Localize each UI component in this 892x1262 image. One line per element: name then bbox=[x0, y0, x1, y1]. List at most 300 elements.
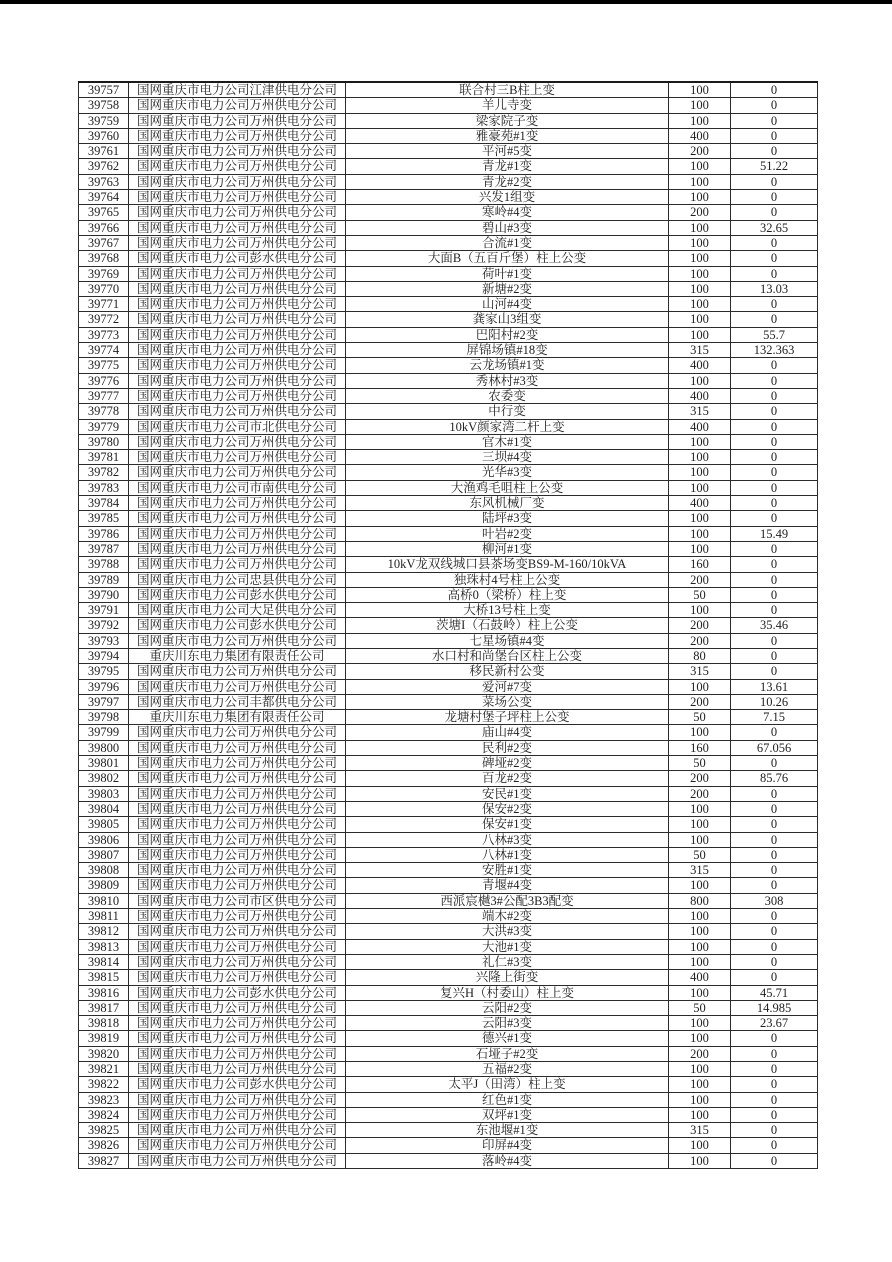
cell-value: 0 bbox=[731, 419, 818, 434]
cell-capacity: 100 bbox=[669, 878, 731, 893]
table-row bbox=[79, 174, 818, 189]
cell-station-name: 碑垭#2变 bbox=[346, 756, 669, 771]
cell-row-id: 39818 bbox=[79, 1016, 129, 1031]
table-row bbox=[79, 450, 818, 465]
cell-station-name: 光华#3变 bbox=[346, 465, 669, 480]
cell-station-name: 合流#1变 bbox=[346, 235, 669, 250]
cell-row-id: 39788 bbox=[79, 557, 129, 572]
cell-capacity: 400 bbox=[669, 128, 731, 143]
cell-company: 国网重庆市电力公司万州供电分公司 bbox=[129, 358, 346, 373]
cell-company: 国网重庆市电力公司万州供电分公司 bbox=[129, 557, 346, 572]
table-row bbox=[79, 419, 818, 434]
cell-row-id: 39797 bbox=[79, 694, 129, 709]
cell-value: 0 bbox=[731, 373, 818, 388]
table-body bbox=[79, 82, 818, 1169]
cell-capacity: 100 bbox=[669, 190, 731, 205]
cell-station-name: 雅豪苑#1变 bbox=[346, 128, 669, 143]
cell-company: 国网重庆市电力公司彭水供电分公司 bbox=[129, 618, 346, 633]
cell-station-name: 巴阳村#2变 bbox=[346, 327, 669, 342]
cell-value: 0 bbox=[731, 878, 818, 893]
cell-station-name: 复兴H（村委山）柱上变 bbox=[346, 985, 669, 1000]
cell-capacity: 200 bbox=[669, 144, 731, 159]
cell-capacity: 400 bbox=[669, 970, 731, 985]
cell-company: 国网重庆市电力公司万州供电分公司 bbox=[129, 511, 346, 526]
table-row bbox=[79, 434, 818, 449]
cell-station-name: 西派宸樾3#公配3B3配变 bbox=[346, 893, 669, 908]
cell-capacity: 100 bbox=[669, 1016, 731, 1031]
table-row bbox=[79, 557, 818, 572]
cell-capacity: 100 bbox=[669, 1062, 731, 1077]
cell-value: 0 bbox=[731, 847, 818, 862]
cell-company: 国网重庆市电力公司市区供电分公司 bbox=[129, 893, 346, 908]
cell-station-name: 云阳#2变 bbox=[346, 1000, 669, 1015]
cell-capacity: 100 bbox=[669, 266, 731, 281]
cell-capacity: 100 bbox=[669, 939, 731, 954]
cell-station-name: 印屏#4变 bbox=[346, 1138, 669, 1153]
cell-capacity: 160 bbox=[669, 557, 731, 572]
table-row bbox=[79, 511, 818, 526]
cell-value: 0 bbox=[731, 1077, 818, 1092]
cell-row-id: 39790 bbox=[79, 587, 129, 602]
cell-station-name: 龙塘村堡子坪柱上公变 bbox=[346, 710, 669, 725]
cell-company: 国网重庆市电力公司万州供电分公司 bbox=[129, 312, 346, 327]
table-row bbox=[79, 480, 818, 495]
cell-row-id: 39789 bbox=[79, 572, 129, 587]
cell-capacity: 100 bbox=[669, 1153, 731, 1168]
cell-capacity: 100 bbox=[669, 817, 731, 832]
cell-company: 重庆川东电力集团有限责任公司 bbox=[129, 648, 346, 663]
cell-row-id: 39773 bbox=[79, 327, 129, 342]
cell-station-name: 大渔鸡毛咀柱上公变 bbox=[346, 480, 669, 495]
cell-company: 国网重庆市电力公司彭水供电分公司 bbox=[129, 587, 346, 602]
table-row bbox=[79, 496, 818, 511]
cell-value: 0 bbox=[731, 404, 818, 419]
cell-station-name: 农委变 bbox=[346, 388, 669, 403]
cell-row-id: 39791 bbox=[79, 603, 129, 618]
cell-row-id: 39825 bbox=[79, 1123, 129, 1138]
table-row bbox=[79, 893, 818, 908]
cell-row-id: 39778 bbox=[79, 404, 129, 419]
cell-row-id: 39793 bbox=[79, 633, 129, 648]
cell-company: 国网重庆市电力公司万州供电分公司 bbox=[129, 664, 346, 679]
table-row bbox=[79, 98, 818, 113]
cell-row-id: 39762 bbox=[79, 159, 129, 174]
cell-value: 0 bbox=[731, 465, 818, 480]
cell-company: 国网重庆市电力公司万州供电分公司 bbox=[129, 205, 346, 220]
cell-station-name: 七星场镇#4变 bbox=[346, 633, 669, 648]
cell-value: 0 bbox=[731, 756, 818, 771]
cell-capacity: 315 bbox=[669, 863, 731, 878]
cell-row-id: 39808 bbox=[79, 863, 129, 878]
cell-company: 国网重庆市电力公司万州供电分公司 bbox=[129, 1153, 346, 1168]
cell-station-name: 保安#2变 bbox=[346, 801, 669, 816]
table-row bbox=[79, 82, 818, 98]
cell-company: 国网重庆市电力公司市北供电分公司 bbox=[129, 419, 346, 434]
cell-capacity: 100 bbox=[669, 297, 731, 312]
table-row bbox=[79, 1092, 818, 1107]
cell-capacity: 100 bbox=[669, 954, 731, 969]
table-row bbox=[79, 1031, 818, 1046]
cell-capacity: 50 bbox=[669, 1000, 731, 1015]
cell-station-name: 平河#5变 bbox=[346, 144, 669, 159]
cell-value: 51.22 bbox=[731, 159, 818, 174]
cell-value: 0 bbox=[731, 863, 818, 878]
cell-capacity: 200 bbox=[669, 572, 731, 587]
cell-capacity: 50 bbox=[669, 847, 731, 862]
cell-value: 0 bbox=[731, 786, 818, 801]
table-row bbox=[79, 1062, 818, 1077]
cell-station-name: 大桥13号柱上变 bbox=[346, 603, 669, 618]
cell-row-id: 39775 bbox=[79, 358, 129, 373]
cell-row-id: 39764 bbox=[79, 190, 129, 205]
cell-row-id: 39761 bbox=[79, 144, 129, 159]
cell-company: 国网重庆市电力公司市南供电分公司 bbox=[129, 480, 346, 495]
cell-company: 国网重庆市电力公司彭水供电分公司 bbox=[129, 985, 346, 1000]
cell-company: 国网重庆市电力公司万州供电分公司 bbox=[129, 725, 346, 740]
cell-capacity: 50 bbox=[669, 587, 731, 602]
cell-value: 0 bbox=[731, 648, 818, 663]
cell-company: 国网重庆市电力公司万州供电分公司 bbox=[129, 496, 346, 511]
cell-value: 0 bbox=[731, 587, 818, 602]
cell-value: 0 bbox=[731, 297, 818, 312]
cell-value: 308 bbox=[731, 893, 818, 908]
cell-value: 0 bbox=[731, 388, 818, 403]
cell-value: 0 bbox=[731, 128, 818, 143]
cell-capacity: 100 bbox=[669, 220, 731, 235]
cell-station-name: 百龙#2变 bbox=[346, 771, 669, 786]
table-row bbox=[79, 251, 818, 266]
table-row bbox=[79, 205, 818, 220]
cell-row-id: 39812 bbox=[79, 924, 129, 939]
cell-row-id: 39802 bbox=[79, 771, 129, 786]
cell-company: 国网重庆市电力公司万州供电分公司 bbox=[129, 878, 346, 893]
cell-capacity: 100 bbox=[669, 1092, 731, 1107]
cell-capacity: 200 bbox=[669, 633, 731, 648]
cell-row-id: 39807 bbox=[79, 847, 129, 862]
cell-row-id: 39772 bbox=[79, 312, 129, 327]
cell-value: 0 bbox=[731, 82, 818, 98]
cell-company: 国网重庆市电力公司万州供电分公司 bbox=[129, 740, 346, 755]
cell-row-id: 39821 bbox=[79, 1062, 129, 1077]
cell-company: 国网重庆市电力公司万州供电分公司 bbox=[129, 281, 346, 296]
cell-company: 国网重庆市电力公司万州供电分公司 bbox=[129, 909, 346, 924]
cell-row-id: 39809 bbox=[79, 878, 129, 893]
table-row bbox=[79, 939, 818, 954]
cell-row-id: 39826 bbox=[79, 1138, 129, 1153]
cell-row-id: 39774 bbox=[79, 343, 129, 358]
cell-company: 国网重庆市电力公司江津供电分公司 bbox=[129, 82, 346, 98]
cell-capacity: 100 bbox=[669, 832, 731, 847]
cell-company: 国网重庆市电力公司忠县供电分公司 bbox=[129, 572, 346, 587]
cell-company: 国网重庆市电力公司万州供电分公司 bbox=[129, 434, 346, 449]
table-row bbox=[79, 847, 818, 862]
cell-row-id: 39815 bbox=[79, 970, 129, 985]
table-row bbox=[79, 679, 818, 694]
cell-value: 0 bbox=[731, 801, 818, 816]
cell-capacity: 50 bbox=[669, 710, 731, 725]
cell-value: 0 bbox=[731, 541, 818, 556]
cell-row-id: 39816 bbox=[79, 985, 129, 1000]
cell-value: 0 bbox=[731, 817, 818, 832]
cell-value: 0 bbox=[731, 603, 818, 618]
table-row bbox=[79, 113, 818, 128]
cell-capacity: 100 bbox=[669, 373, 731, 388]
cell-capacity: 400 bbox=[669, 358, 731, 373]
cell-value: 0 bbox=[731, 954, 818, 969]
cell-value: 0 bbox=[731, 1046, 818, 1061]
table-row bbox=[79, 1107, 818, 1122]
cell-row-id: 39760 bbox=[79, 128, 129, 143]
cell-company: 国网重庆市电力公司万州供电分公司 bbox=[129, 786, 346, 801]
cell-station-name: 爱河#7变 bbox=[346, 679, 669, 694]
cell-capacity: 200 bbox=[669, 771, 731, 786]
cell-station-name: 五福#2变 bbox=[346, 1062, 669, 1077]
cell-row-id: 39810 bbox=[79, 893, 129, 908]
cell-value: 35.46 bbox=[731, 618, 818, 633]
cell-value: 0 bbox=[731, 725, 818, 740]
cell-value: 0 bbox=[731, 235, 818, 250]
cell-capacity: 200 bbox=[669, 786, 731, 801]
cell-company: 国网重庆市电力公司万州供电分公司 bbox=[129, 924, 346, 939]
cell-company: 国网重庆市电力公司万州供电分公司 bbox=[129, 220, 346, 235]
cell-company: 国网重庆市电力公司万州供电分公司 bbox=[129, 1092, 346, 1107]
cell-station-name: 陆坪#3变 bbox=[346, 511, 669, 526]
table-row bbox=[79, 710, 818, 725]
cell-row-id: 39801 bbox=[79, 756, 129, 771]
transformer-table bbox=[78, 81, 818, 1169]
cell-value: 0 bbox=[731, 1031, 818, 1046]
table-row bbox=[79, 572, 818, 587]
cell-value: 0 bbox=[731, 1138, 818, 1153]
cell-value: 85.76 bbox=[731, 771, 818, 786]
cell-value: 0 bbox=[731, 572, 818, 587]
cell-company: 国网重庆市电力公司万州供电分公司 bbox=[129, 144, 346, 159]
cell-capacity: 100 bbox=[669, 511, 731, 526]
table-row bbox=[79, 618, 818, 633]
cell-row-id: 39776 bbox=[79, 373, 129, 388]
cell-station-name: 太平J（田湾）柱上变 bbox=[346, 1077, 669, 1092]
cell-capacity: 100 bbox=[669, 251, 731, 266]
cell-capacity: 100 bbox=[669, 801, 731, 816]
cell-capacity: 100 bbox=[669, 603, 731, 618]
cell-station-name: 荷叶#1变 bbox=[346, 266, 669, 281]
cell-row-id: 39796 bbox=[79, 679, 129, 694]
cell-capacity: 315 bbox=[669, 343, 731, 358]
cell-station-name: 安民#1变 bbox=[346, 786, 669, 801]
cell-company: 国网重庆市电力公司万州供电分公司 bbox=[129, 1031, 346, 1046]
table-row bbox=[79, 144, 818, 159]
cell-row-id: 39819 bbox=[79, 1031, 129, 1046]
cell-capacity: 100 bbox=[669, 159, 731, 174]
cell-company: 国网重庆市电力公司万州供电分公司 bbox=[129, 465, 346, 480]
cell-value: 0 bbox=[731, 358, 818, 373]
cell-capacity: 200 bbox=[669, 618, 731, 633]
cell-row-id: 39782 bbox=[79, 465, 129, 480]
cell-company: 国网重庆市电力公司万州供电分公司 bbox=[129, 1046, 346, 1061]
cell-company: 国网重庆市电力公司万州供电分公司 bbox=[129, 404, 346, 419]
table-row bbox=[79, 1046, 818, 1061]
cell-station-name: 移民新村公变 bbox=[346, 664, 669, 679]
cell-station-name: 青龙#1变 bbox=[346, 159, 669, 174]
cell-row-id: 39783 bbox=[79, 480, 129, 495]
cell-row-id: 39759 bbox=[79, 113, 129, 128]
cell-value: 45.71 bbox=[731, 985, 818, 1000]
cell-capacity: 100 bbox=[669, 985, 731, 1000]
cell-capacity: 200 bbox=[669, 1046, 731, 1061]
cell-capacity: 315 bbox=[669, 404, 731, 419]
cell-row-id: 39780 bbox=[79, 434, 129, 449]
cell-capacity: 100 bbox=[669, 235, 731, 250]
table-row bbox=[79, 190, 818, 205]
cell-capacity: 100 bbox=[669, 312, 731, 327]
cell-station-name: 山河#4变 bbox=[346, 297, 669, 312]
cell-station-name: 德兴#1变 bbox=[346, 1031, 669, 1046]
cell-value: 0 bbox=[731, 434, 818, 449]
table-row bbox=[79, 603, 818, 618]
cell-row-id: 39765 bbox=[79, 205, 129, 220]
table-row bbox=[79, 817, 818, 832]
cell-capacity: 200 bbox=[669, 694, 731, 709]
cell-station-name: 梁家院子变 bbox=[346, 113, 669, 128]
cell-station-name: 秀林村#3变 bbox=[346, 373, 669, 388]
cell-capacity: 100 bbox=[669, 725, 731, 740]
cell-row-id: 39781 bbox=[79, 450, 129, 465]
cell-station-name: 三坝#4变 bbox=[346, 450, 669, 465]
table-row bbox=[79, 373, 818, 388]
cell-value: 0 bbox=[731, 190, 818, 205]
cell-company: 国网重庆市电力公司万州供电分公司 bbox=[129, 817, 346, 832]
cell-row-id: 39803 bbox=[79, 786, 129, 801]
cell-value: 10.26 bbox=[731, 694, 818, 709]
cell-capacity: 100 bbox=[669, 465, 731, 480]
cell-capacity: 400 bbox=[669, 496, 731, 511]
cell-row-id: 39767 bbox=[79, 235, 129, 250]
cell-row-id: 39823 bbox=[79, 1092, 129, 1107]
cell-capacity: 315 bbox=[669, 664, 731, 679]
table-row bbox=[79, 756, 818, 771]
cell-value: 0 bbox=[731, 144, 818, 159]
cell-station-name: 兴发1组变 bbox=[346, 190, 669, 205]
cell-row-id: 39769 bbox=[79, 266, 129, 281]
cell-row-id: 39794 bbox=[79, 648, 129, 663]
table-row bbox=[79, 648, 818, 663]
cell-station-name: 大面B（五百斤堡）柱上公变 bbox=[346, 251, 669, 266]
cell-company: 国网重庆市电力公司万州供电分公司 bbox=[129, 190, 346, 205]
table-row bbox=[79, 1016, 818, 1031]
cell-company: 国网重庆市电力公司万州供电分公司 bbox=[129, 832, 346, 847]
cell-company: 国网重庆市电力公司万州供电分公司 bbox=[129, 1107, 346, 1122]
cell-row-id: 39799 bbox=[79, 725, 129, 740]
cell-value: 0 bbox=[731, 480, 818, 495]
table-row bbox=[79, 266, 818, 281]
table-row bbox=[79, 970, 818, 985]
cell-row-id: 39786 bbox=[79, 526, 129, 541]
cell-company: 国网重庆市电力公司万州供电分公司 bbox=[129, 159, 346, 174]
table-row bbox=[79, 878, 818, 893]
cell-row-id: 39779 bbox=[79, 419, 129, 434]
cell-row-id: 39813 bbox=[79, 939, 129, 954]
cell-row-id: 39777 bbox=[79, 388, 129, 403]
cell-station-name: 高桥0（梁桥）柱上变 bbox=[346, 587, 669, 602]
table-row bbox=[79, 694, 818, 709]
table-row bbox=[79, 801, 818, 816]
cell-capacity: 100 bbox=[669, 1077, 731, 1092]
cell-station-name: 东池堰#1变 bbox=[346, 1123, 669, 1138]
cell-station-name: 青堰#4变 bbox=[346, 878, 669, 893]
cell-company: 国网重庆市电力公司万州供电分公司 bbox=[129, 863, 346, 878]
cell-capacity: 400 bbox=[669, 419, 731, 434]
cell-company: 国网重庆市电力公司万州供电分公司 bbox=[129, 327, 346, 342]
cell-row-id: 39811 bbox=[79, 909, 129, 924]
table-row bbox=[79, 327, 818, 342]
cell-station-name: 礼仁#3变 bbox=[346, 954, 669, 969]
table-row bbox=[79, 281, 818, 296]
cell-company: 国网重庆市电力公司万州供电分公司 bbox=[129, 954, 346, 969]
cell-value: 23.67 bbox=[731, 1016, 818, 1031]
cell-capacity: 800 bbox=[669, 893, 731, 908]
cell-station-name: 水口村和尚堡台区柱上公变 bbox=[346, 648, 669, 663]
cell-row-id: 39766 bbox=[79, 220, 129, 235]
cell-value: 0 bbox=[731, 174, 818, 189]
cell-station-name: 兴隆上街变 bbox=[346, 970, 669, 985]
cell-company: 国网重庆市电力公司彭水供电分公司 bbox=[129, 1077, 346, 1092]
cell-row-id: 39804 bbox=[79, 801, 129, 816]
cell-station-name: 寒岭#4变 bbox=[346, 205, 669, 220]
cell-company: 国网重庆市电力公司万州供电分公司 bbox=[129, 388, 346, 403]
cell-station-name: 东风机械厂变 bbox=[346, 496, 669, 511]
cell-company: 国网重庆市电力公司万州供电分公司 bbox=[129, 939, 346, 954]
cell-capacity: 100 bbox=[669, 434, 731, 449]
cell-row-id: 39758 bbox=[79, 98, 129, 113]
cell-company: 国网重庆市电力公司万州供电分公司 bbox=[129, 128, 346, 143]
cell-station-name: 大池#1变 bbox=[346, 939, 669, 954]
table-row bbox=[79, 526, 818, 541]
cell-station-name: 端木#2变 bbox=[346, 909, 669, 924]
cell-company: 国网重庆市电力公司万州供电分公司 bbox=[129, 1000, 346, 1015]
table-row bbox=[79, 312, 818, 327]
cell-company: 国网重庆市电力公司万州供电分公司 bbox=[129, 113, 346, 128]
table-row bbox=[79, 541, 818, 556]
cell-capacity: 100 bbox=[669, 924, 731, 939]
cell-value: 0 bbox=[731, 1092, 818, 1107]
cell-company: 重庆川东电力集团有限责任公司 bbox=[129, 710, 346, 725]
cell-value: 0 bbox=[731, 832, 818, 847]
table-row bbox=[79, 297, 818, 312]
table-row bbox=[79, 388, 818, 403]
cell-capacity: 100 bbox=[669, 909, 731, 924]
cell-value: 32.65 bbox=[731, 220, 818, 235]
cell-value: 0 bbox=[731, 205, 818, 220]
cell-company: 国网重庆市电力公司万州供电分公司 bbox=[129, 266, 346, 281]
cell-row-id: 39798 bbox=[79, 710, 129, 725]
table-row bbox=[79, 771, 818, 786]
cell-row-id: 39763 bbox=[79, 174, 129, 189]
cell-row-id: 39784 bbox=[79, 496, 129, 511]
cell-station-name: 叶岩#2变 bbox=[346, 526, 669, 541]
cell-company: 国网重庆市电力公司万州供电分公司 bbox=[129, 526, 346, 541]
cell-company: 国网重庆市电力公司万州供电分公司 bbox=[129, 297, 346, 312]
table-row bbox=[79, 725, 818, 740]
cell-capacity: 100 bbox=[669, 174, 731, 189]
cell-capacity: 100 bbox=[669, 450, 731, 465]
cell-station-name: 碧山#3变 bbox=[346, 220, 669, 235]
cell-row-id: 39792 bbox=[79, 618, 129, 633]
cell-company: 国网重庆市电力公司万州供电分公司 bbox=[129, 1123, 346, 1138]
cell-capacity: 100 bbox=[669, 480, 731, 495]
table-row bbox=[79, 924, 818, 939]
cell-capacity: 100 bbox=[669, 281, 731, 296]
cell-company: 国网重庆市电力公司万州供电分公司 bbox=[129, 756, 346, 771]
